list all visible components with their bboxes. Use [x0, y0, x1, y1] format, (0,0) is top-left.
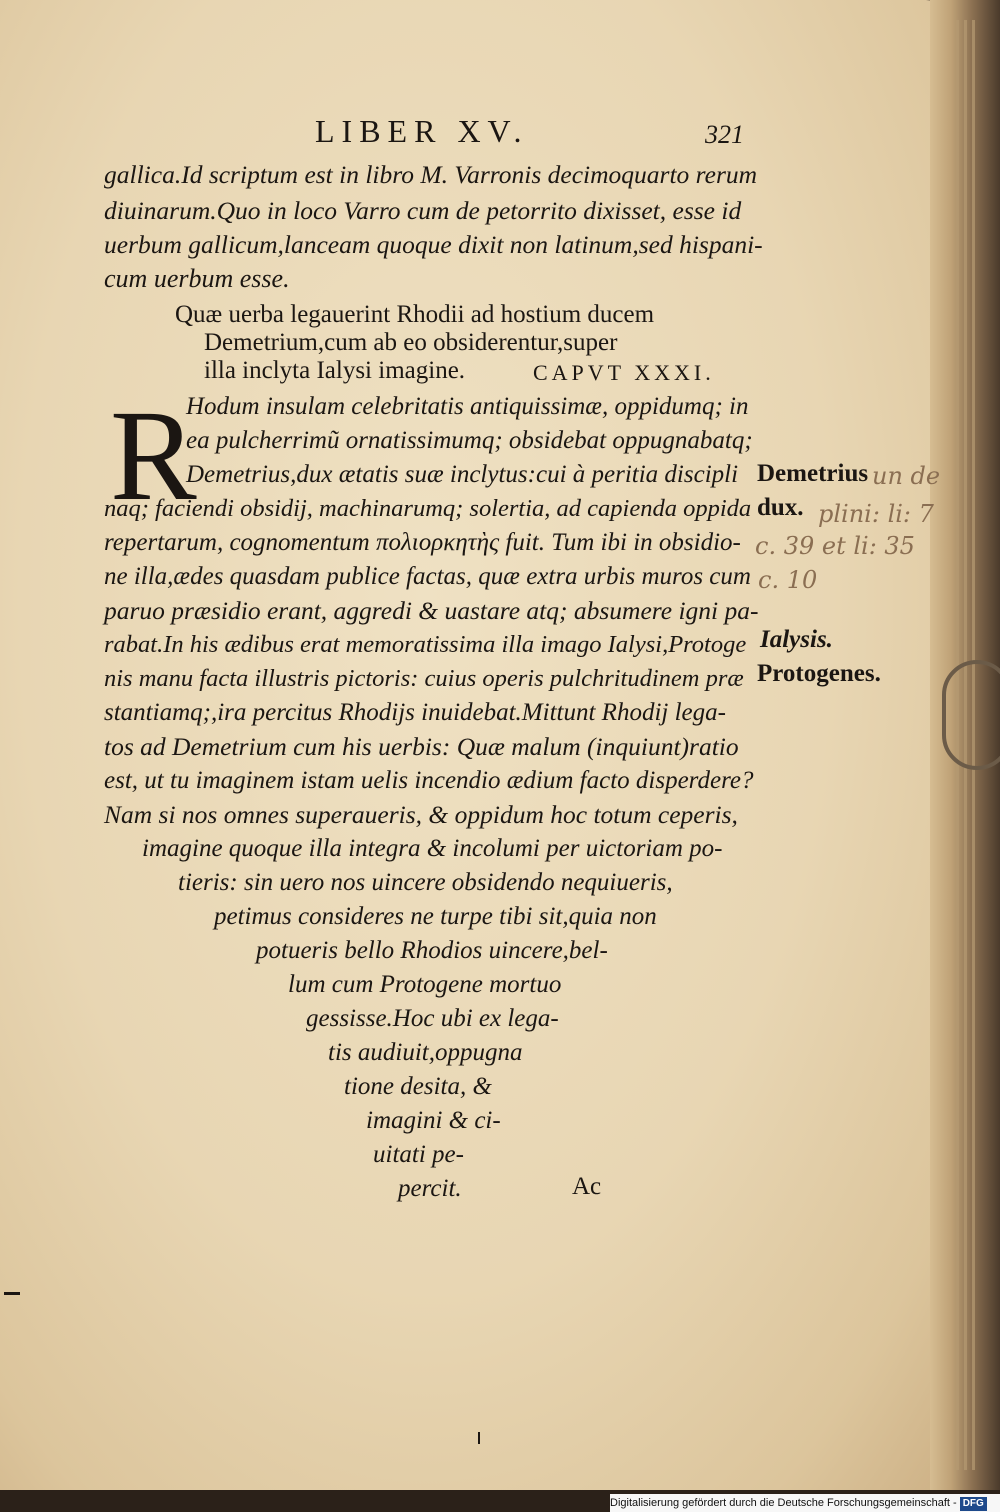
handwritten-note: c. 39 et li: 35 [755, 532, 915, 560]
text-line: est, ut tu imaginem istam uelis incendio ædium facto disperdere? [104, 767, 754, 794]
footer-credit [610, 1494, 1000, 1512]
text-line: tieris: sin uero nos uincere obsidendo nequiueris, [178, 869, 673, 896]
chapter-title-line: Demetrium,cum ab eo obsiderentur,super [204, 329, 618, 356]
running-head: LIBER XV. [315, 113, 529, 149]
text-line: imagini & ci- [366, 1107, 501, 1134]
text-line: rabat.In his ædibus erat memoratissima illa imago Ialysi,Protoge [104, 631, 747, 658]
text-line: ne illa,ædes quasdam publice factas, quæ extra urbis muros cum [104, 563, 751, 590]
margin-note: dux. [757, 494, 804, 521]
text-line: tos ad Demetrium cum his uerbis: Quæ malum (inquiunt)ratio [104, 732, 739, 761]
margin-note: Protogenes. [757, 660, 881, 687]
margin-note: Demetrius [757, 460, 869, 487]
text-line: lum cum Protogene mortuo [288, 971, 562, 998]
text-line: uitati pe- [373, 1141, 464, 1168]
text-line: imagine quoque illa integra & incolumi per uictoriam po- [142, 835, 723, 862]
text-line: Nam si nos omnes superaueris, & oppidum hoc totum ceperis, [104, 800, 738, 829]
margin-note: Ialysis. [760, 626, 833, 653]
margin-mark [4, 1292, 20, 1295]
text-line: ea pulcherrimũ ornatissimumq; obsidebat oppugnabatq; [186, 427, 753, 454]
text-line: percit. [398, 1175, 462, 1202]
text-line: Demetrius,dux ætatis suæ inclytus:cui à peritia discipli [186, 461, 739, 488]
text-line: naq; faciendi obsidij, machinarumq; solertia, ad capienda oppida [104, 495, 752, 522]
text-line: repertarum, cognomentum πολιορκητὴς fuit. Tum ibi in obsidio- [104, 529, 741, 556]
text-line: tis audiuit,oppugna [328, 1039, 523, 1066]
dfg-logo-icon: DFG [960, 1497, 987, 1511]
text-line: diuinarum.Quo in loco Varro cum de petorrito dixisset, esse id [104, 196, 742, 225]
text-line: petimus consideres ne turpe tibi sit,quia non [214, 903, 657, 930]
drop-cap: R [110, 384, 197, 528]
handwritten-note: c. 10 [758, 566, 818, 594]
text-line: stantiamq;,ira percitus Rhodijs inuidebat.Mittunt Rhodij lega- [104, 699, 726, 726]
text-line: gessisse.Hoc ubi ex lega- [306, 1005, 559, 1032]
text-line: Hodum insulam celebritatis antiquissimæ, oppidumq; in [186, 393, 749, 420]
text-line: nis manu facta illustris pictoris: cuius operis pulchritudinem præ [104, 665, 744, 692]
margin-mark [478, 1432, 480, 1444]
text-line: uerbum gallicum,lanceam quoque dixit non latinum,sed hispani- [104, 230, 763, 259]
clasp-ring [942, 660, 1000, 770]
chapter-title-line: illa inclyta Ialysi imagine. [204, 357, 466, 384]
text-line: tione desita, & [344, 1073, 492, 1100]
text-line: gallica.Id scriptum est in libro M. Varronis decimoquarto rerum [104, 160, 758, 189]
handwritten-note: plini: li: 7 [818, 500, 934, 528]
chapter-label: CAPVT XXXI. [533, 360, 715, 385]
text-line: paruo præsidio erant, aggredi & uastare atq; absumere igni pa- [104, 596, 759, 625]
footer-text: Digitalisierung gefördert durch die Deutsche Forschungsgemeinschaft - [610, 1497, 957, 1509]
text-line: potueris bello Rhodios uincere,bel- [256, 937, 608, 964]
text-line: cum uerbum esse. [104, 264, 290, 293]
catchword: Ac [572, 1173, 602, 1200]
chapter-title-line: Quæ uerba legauerint Rhodii ad hostium ducem [175, 301, 655, 328]
handwritten-note: un de [872, 462, 941, 490]
folio-number: 321 [705, 120, 744, 149]
